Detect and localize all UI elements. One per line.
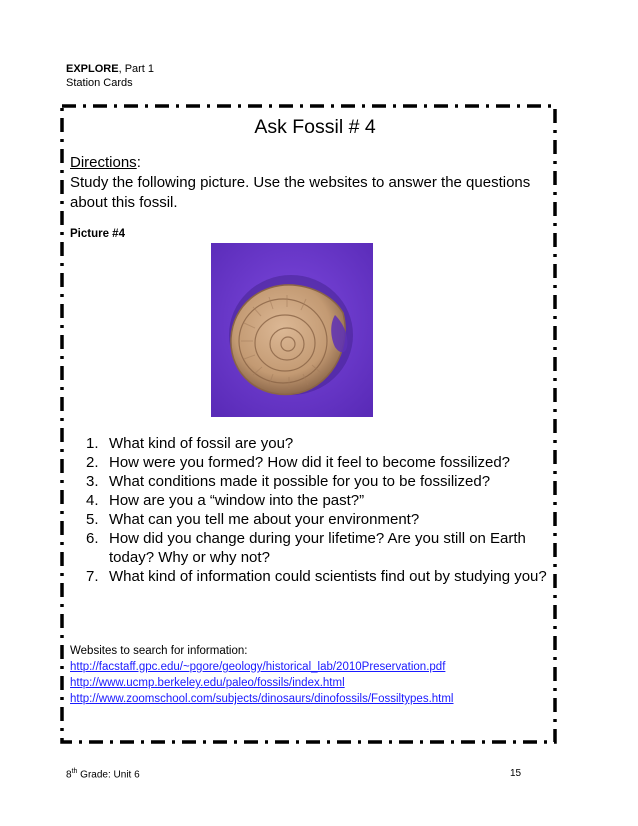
website-link-gpc[interactable]: http://facstaff.gpc.edu/~pgore/geology/historical_lab/2010Preservation.pdf <box>70 661 446 673</box>
page-number: 15 <box>510 768 522 779</box>
question-item <box>86 472 556 491</box>
grade-suffix: th <box>71 768 78 775</box>
document-header <box>66 62 154 90</box>
fossil-photo <box>211 243 373 417</box>
question-number: 2. <box>86 454 99 471</box>
question-number: 7. <box>86 568 99 585</box>
grade-unit: Grade: Unit 6 <box>77 769 140 781</box>
question-text: What can you tell me about your environment? <box>109 511 420 528</box>
website-link-zoomschool[interactable]: http://www.zoomschool.com/subjects/dinosaurs/dinofossils/Fossiltypes.html <box>70 693 454 705</box>
grade-number: 8 <box>66 769 72 781</box>
websites-block <box>70 643 454 707</box>
card-title: Ask Fossil # 4 <box>254 116 376 138</box>
question-text: What kind of information could scientists find out by studying you? <box>109 568 547 585</box>
header-part: , Part 1 <box>118 63 155 75</box>
picture-label: Picture #4 <box>70 228 125 240</box>
question-item <box>86 529 556 567</box>
question-item <box>86 434 556 453</box>
header-line-2: Station Cards <box>66 77 133 89</box>
directions-text: Study the following picture. Use the websites to answer the questions about this fossil. <box>70 174 531 211</box>
question-text: How were you formed? How did it feel to become fossilized? <box>109 454 511 471</box>
question-number: 4. <box>86 492 99 509</box>
question-text: How did you change during your lifetime? Are you still on Earth today? Why or why not? <box>109 530 526 566</box>
website-link-ucmp[interactable]: http://www.ucmp.berkeley.edu/paleo/fossils/index.html <box>70 677 345 689</box>
question-number: 6. <box>86 530 99 547</box>
question-text: What conditions made it possible for you to be fossilized? <box>109 473 491 490</box>
question-item <box>86 453 556 472</box>
question-item <box>86 510 556 529</box>
header-line-1 <box>66 62 154 76</box>
question-text: How are you a “window into the past?” <box>109 492 365 509</box>
header-explore: EXPLORE <box>66 63 119 75</box>
directions-colon: : <box>136 154 141 171</box>
websites-label: Websites to search for information: <box>70 645 248 657</box>
question-item <box>86 567 556 586</box>
question-item <box>86 491 556 510</box>
question-number: 3. <box>86 473 99 490</box>
question-number: 5. <box>86 511 99 528</box>
footer-grade <box>66 768 140 780</box>
directions-label: Directions <box>70 154 137 171</box>
question-number: 1. <box>86 435 99 452</box>
question-list <box>86 434 556 586</box>
question-text: What kind of fossil are you? <box>109 435 294 452</box>
directions-block <box>70 153 550 213</box>
